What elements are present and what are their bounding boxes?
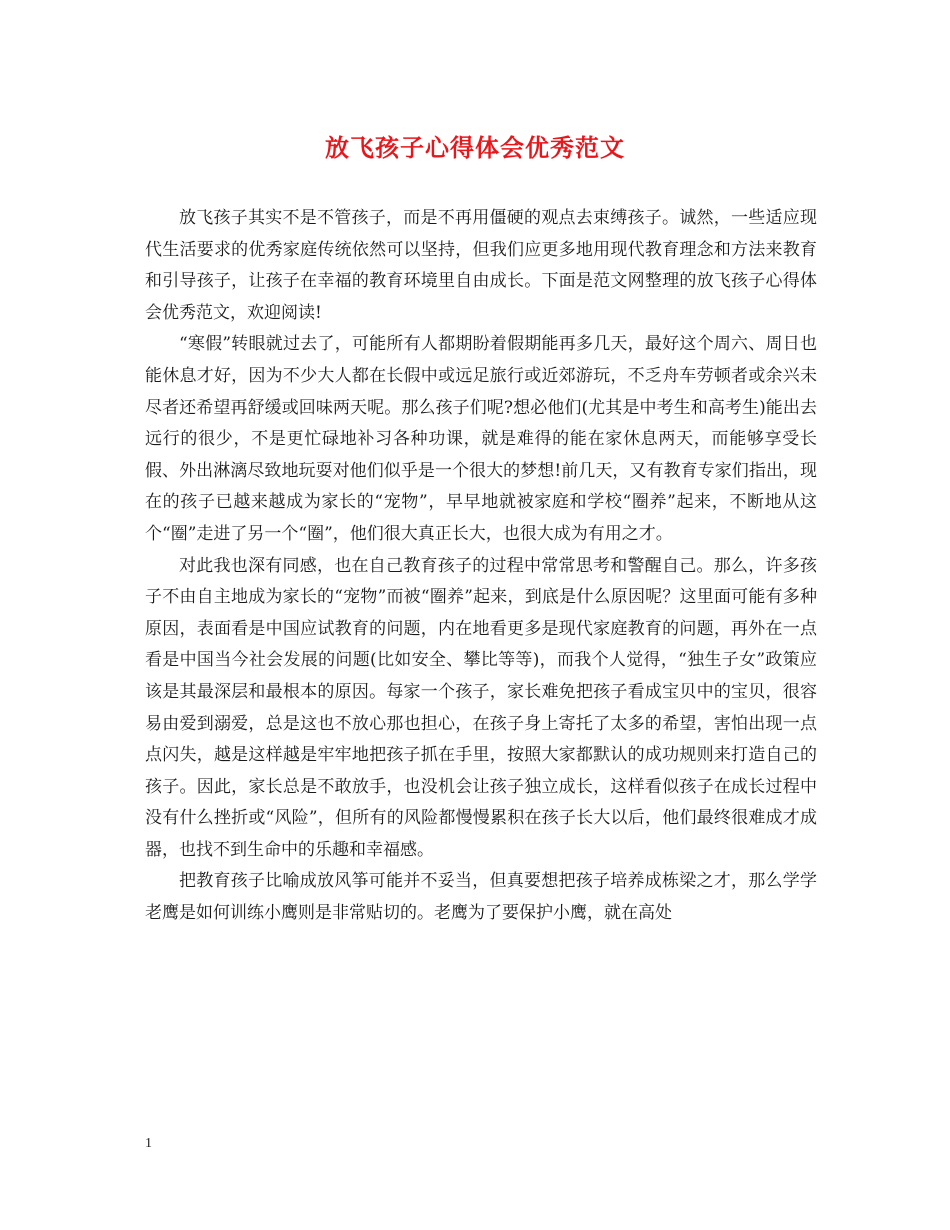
page-number: 1 bbox=[145, 1136, 152, 1151]
paragraph-reflection: 对此我也深有同感，也在自己教育孩子的过程中常常思考和警醒自己。那么，许多孩子不由自主地成为家长的“宠物”而被“圈养”起来，到底是什么原因呢？这里面可能有多种原因，表面看是中国应试教育的问题，内在地看更多是现代家庭教育的问题，再外在一点看是中国当今社会发展的问题(比如安全、攀比等等)，而我个人觉得，“独生子女”政策应该是其最深层和最根本的原因。每家一个孩子，家长难免把孩子看成宝贝中的宝贝，很容易由爱到溺爱，总是这也不放心那也担心，在孩子身上寄托了太多的希望，害怕出现一点点闪失，越是这样越是牢牢地把孩子抓在手里，按照大家都默认的成功规则来打造自己的孩子。因此，家长总是不敢放手，也没机会让孩子独立成长，这样看似孩子在成长过程中没有什么挫折或“风险”，但所有的风险都慢慢累积在孩子长大以后，他们最终很难成才成器，也找不到生命中的乐趣和幸福感。 bbox=[145, 555, 817, 860]
paragraph-kite-eagle: 把教育孩子比喻成放风筝可能并不妥当，但真要想把孩子培养成栋梁之才，那么学学老鹰是如何训练小鹰则是非常贴切的。老鹰为了要保护小鹰，就在高处 bbox=[145, 871, 817, 924]
document-title: 放飞孩子心得体会优秀范文 bbox=[325, 133, 625, 162]
paragraph-intro: 放飞孩子其实不是不管孩子，而是不再用僵硬的观点去束缚孩子。诚然，一些适应现代生活要求的优秀家庭传统依然可以坚持，但我们应更多地用现代教育理念和方法来教育和引导孩子，让孩子在幸福的教育环境里自由成长。下面是范文网整理的放飞孩子心得体会优秀范文，欢迎阅读! bbox=[145, 208, 817, 323]
paragraph-winter-holiday: “寒假”转眼就过去了，可能所有人都期盼着假期能再多几天，最好这个周六、周日也能休息才好，因为不少大人都在长假中或远足旅行或近郊游玩，不乏舟车劳顿者或余兴未尽者还希望再舒缓或回味两天呢。那么孩子们呢?想必他们(尤其是中考生和高考生)能出去远行的很少，不是更忙碌地补习各种功课，就是难得的能在家休息两天，而能够享受长假、外出淋漓尽致地玩耍对他们似乎是一个很大的梦想!前几天，又有教育专家们指出，现在的孩子已越来越成为家长的“宠物”，早早地就被家庭和学校“圈养”起来，不断地从这个“圈”走进了另一个“圈”，他们很大真正长大，也很大成为有用之才。 bbox=[145, 334, 817, 544]
document-body bbox=[145, 203, 817, 930]
